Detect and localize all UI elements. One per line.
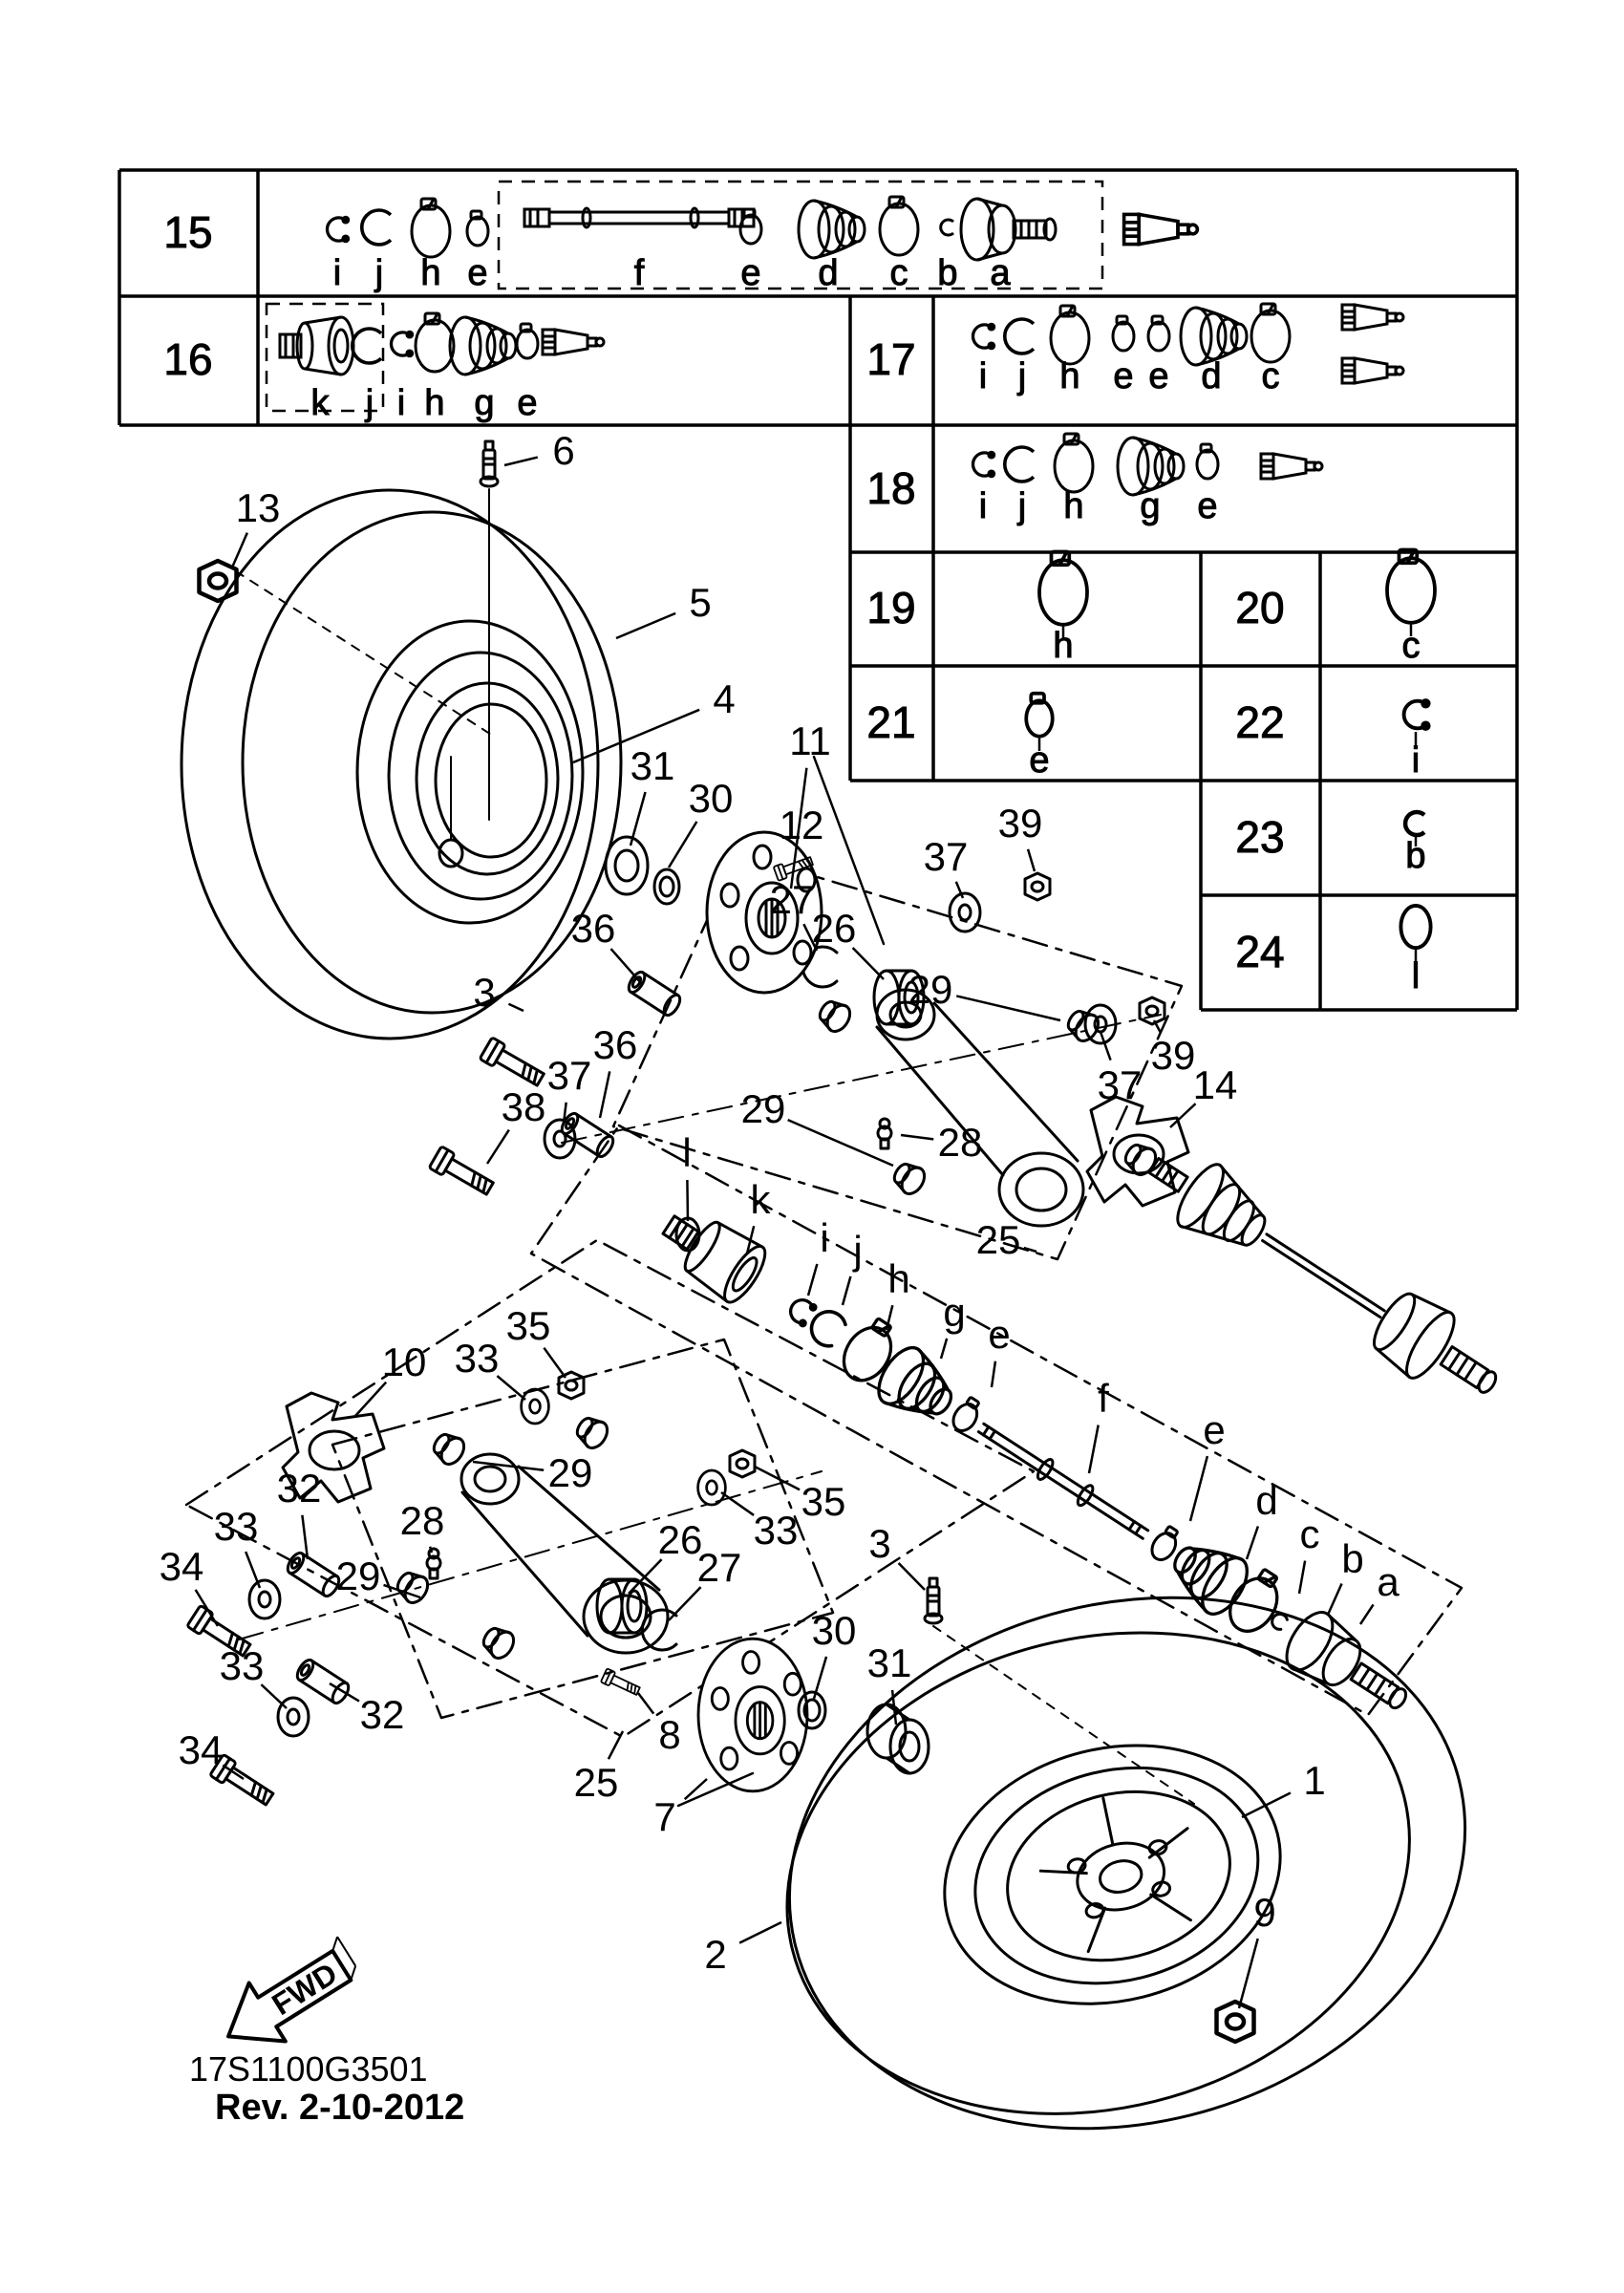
- leader-line: [843, 1276, 850, 1305]
- leader-line: [669, 1587, 701, 1620]
- leader-line: [246, 1552, 260, 1588]
- leader-line: [504, 458, 538, 465]
- leader-line: [814, 1657, 826, 1699]
- leader-line: [508, 1004, 524, 1011]
- lower-bearing-carrier-assembly: [186, 1240, 1034, 1810]
- valve-stem-icon: [481, 441, 498, 486]
- leader-line: [1360, 1604, 1374, 1624]
- leader-line: [1028, 849, 1035, 871]
- callout-39: 39: [997, 801, 1043, 846]
- leader-line: [600, 1071, 609, 1118]
- fwd-label: FWD: [266, 1956, 344, 2023]
- rear-wheel-nut-icon: [1217, 2002, 1254, 2042]
- front-wheel: [182, 441, 621, 1039]
- callout-1: 1: [1303, 1758, 1326, 1803]
- callout-28: 28: [937, 1120, 983, 1165]
- callout-29: 29: [908, 967, 953, 1012]
- rows19-24-part-glyphs: [1026, 550, 1435, 964]
- row19-letter: h: [1053, 626, 1074, 666]
- row15-letter: a: [990, 253, 1011, 293]
- row17-letter: c: [1261, 356, 1280, 396]
- row15-letter: e: [467, 253, 488, 293]
- part-code-label: 17S1100G3501: [189, 2049, 428, 2089]
- callout-33: 33: [454, 1336, 500, 1381]
- callout-31: 31: [630, 743, 675, 788]
- callout-39: 39: [1150, 1033, 1196, 1078]
- row16-part-glyphs: [280, 313, 604, 375]
- row21-letter: e: [1029, 740, 1050, 781]
- leader-line: [739, 1922, 781, 1943]
- row15-letter: i: [332, 253, 342, 293]
- leader-line: [1190, 1456, 1207, 1521]
- callout-5: 5: [689, 580, 712, 625]
- leader-line: [1100, 1032, 1111, 1061]
- callout-25: 25: [573, 1760, 619, 1805]
- row18-letter: e: [1197, 486, 1218, 526]
- callout-e: e: [988, 1312, 1011, 1357]
- callout-e: e: [1203, 1407, 1226, 1452]
- callout-36: 36: [570, 906, 616, 951]
- callout-11: 11: [789, 718, 831, 763]
- row24-letter: l: [1411, 956, 1421, 996]
- callout-33: 33: [213, 1504, 259, 1549]
- leader-line: [630, 792, 646, 846]
- row18-letter: i: [978, 486, 988, 526]
- leader-line: [808, 1264, 817, 1296]
- leader-line: [687, 1180, 688, 1221]
- leader-line: [1170, 1104, 1196, 1127]
- leader-line: [992, 1361, 995, 1387]
- row15-letter: f: [633, 253, 645, 293]
- row20-letter: c: [1401, 626, 1421, 666]
- callout-29: 29: [740, 1086, 786, 1131]
- callout-6: 6: [552, 428, 575, 473]
- callout-d: d: [1255, 1478, 1278, 1523]
- leader-line: [638, 1693, 653, 1714]
- leader-line: [669, 822, 696, 868]
- row-15-number: 15: [163, 207, 213, 257]
- callout-2: 2: [704, 1932, 727, 1977]
- row18-letter: j: [1017, 486, 1027, 526]
- callout-12: 12: [779, 803, 824, 847]
- callout-35: 35: [801, 1479, 846, 1524]
- row17-letter: h: [1059, 356, 1080, 396]
- row-20-number: 20: [1235, 583, 1285, 632]
- row-21-number: 21: [866, 697, 916, 747]
- leader-line: [1328, 1584, 1342, 1615]
- callout-29: 29: [547, 1450, 593, 1495]
- callout-36: 36: [592, 1022, 638, 1067]
- callout-10: 10: [381, 1339, 427, 1384]
- callout-k: k: [750, 1177, 771, 1222]
- leader-line: [685, 1779, 707, 1799]
- rear-valve-stem-icon: [925, 1578, 942, 1623]
- callout-29: 29: [335, 1554, 381, 1598]
- row15-letter: j: [374, 253, 384, 293]
- leader-line: [941, 1339, 947, 1359]
- callout-14: 14: [1192, 1062, 1238, 1107]
- callout-34: 34: [178, 1727, 224, 1772]
- leader-line: [544, 1348, 566, 1378]
- footer: [189, 1930, 464, 2128]
- fwd-arrow-icon: [210, 1930, 370, 2066]
- row15-kit-box: [499, 182, 1102, 289]
- row16-letter: j: [365, 383, 374, 423]
- callout-i: i: [820, 1215, 829, 1260]
- callout-31: 31: [866, 1640, 912, 1685]
- leader-line: [609, 1731, 623, 1759]
- callout-3: 3: [473, 970, 496, 1015]
- callout-32: 32: [276, 1466, 322, 1511]
- row15-letter: b: [937, 253, 958, 293]
- revision-label: Rev. 2-10-2012: [215, 2088, 465, 2128]
- callout-9: 9: [1253, 1890, 1276, 1935]
- callout-37: 37: [546, 1053, 592, 1098]
- leader-line: [901, 1135, 933, 1139]
- row-16-number: 16: [163, 334, 213, 384]
- upper-wheel-hub: [606, 757, 884, 993]
- callout-h: h: [887, 1256, 910, 1301]
- leader-line: [853, 948, 884, 979]
- callout-4: 4: [713, 676, 736, 721]
- leader-line: [788, 1120, 893, 1166]
- callout-27: 27: [696, 1545, 742, 1590]
- row17-letter: e: [1148, 356, 1169, 396]
- row15-letter: h: [420, 253, 441, 293]
- callout-8: 8: [658, 1712, 681, 1757]
- callout-26: 26: [811, 906, 857, 951]
- row18-letter: h: [1063, 486, 1084, 526]
- leader-line: [1089, 1425, 1099, 1473]
- row17-letter: e: [1113, 356, 1134, 396]
- row-17-number: 17: [866, 334, 916, 384]
- leader-line: [1299, 1561, 1305, 1594]
- row15-part-glyphs: [327, 197, 1197, 260]
- callout-37: 37: [923, 834, 969, 879]
- callout-33: 33: [219, 1643, 265, 1688]
- row15-letter: c: [889, 253, 908, 293]
- callout-38: 38: [501, 1084, 546, 1129]
- callout-25: 25: [975, 1217, 1021, 1262]
- row-19-number: 19: [866, 583, 916, 632]
- callout-34: 34: [159, 1544, 204, 1589]
- leader-line: [610, 949, 642, 984]
- row16-letter: i: [396, 383, 406, 423]
- row17-part-glyphs: [972, 304, 1403, 383]
- callout-7: 7: [653, 1794, 676, 1839]
- row16-letter: h: [424, 383, 445, 423]
- callout-13: 13: [235, 485, 281, 530]
- leader-line: [1247, 1526, 1258, 1559]
- callout-37: 37: [1097, 1062, 1143, 1107]
- row17-letter: d: [1201, 356, 1222, 396]
- row15-letter: e: [740, 253, 761, 293]
- row-24-number: 24: [1235, 927, 1285, 976]
- callout-c: c: [1299, 1511, 1320, 1556]
- callout-28: 28: [399, 1498, 445, 1543]
- row16-letter: k: [310, 383, 330, 423]
- leader-line: [232, 533, 247, 568]
- callout-35: 35: [505, 1303, 551, 1348]
- callout-b: b: [1341, 1536, 1364, 1581]
- leader-line: [616, 613, 675, 638]
- callout-27: 27: [769, 877, 815, 922]
- row-18-number: 18: [866, 463, 916, 513]
- leader-line: [1242, 1793, 1291, 1817]
- row15-letter: d: [818, 253, 839, 293]
- leader-line: [956, 996, 1060, 1020]
- leader-line: [487, 1130, 509, 1164]
- callout-30: 30: [811, 1608, 857, 1653]
- row23-letter: b: [1405, 836, 1426, 876]
- callout-f: f: [1098, 1376, 1109, 1421]
- row16-letter: g: [474, 383, 495, 423]
- rear-axle-shaft-assembly: [1133, 1133, 1513, 1417]
- leader-line: [899, 1563, 925, 1590]
- leader-line: [261, 1684, 287, 1708]
- callout-30: 30: [688, 776, 734, 821]
- row-22-number: 22: [1235, 697, 1285, 747]
- callout-j: j: [853, 1228, 863, 1273]
- wheel-nut-icon: [200, 561, 237, 601]
- row16-letter: e: [517, 383, 538, 423]
- row17-letter: i: [978, 356, 988, 396]
- callout-32: 32: [359, 1692, 405, 1737]
- callout-3: 3: [868, 1521, 891, 1566]
- callout-g: g: [943, 1290, 966, 1335]
- shaft-kit-outline: [531, 1125, 1462, 1715]
- callout-26: 26: [657, 1517, 703, 1562]
- cv-joint-guard-14: [1087, 1097, 1188, 1206]
- row22-letter: i: [1411, 740, 1421, 781]
- callout-a: a: [1377, 1559, 1400, 1604]
- callout-33: 33: [753, 1508, 799, 1553]
- row17-letter: j: [1017, 356, 1027, 396]
- callout-l: l: [682, 1130, 692, 1175]
- leader-line: [1239, 1939, 1258, 2008]
- row18-letter: g: [1140, 486, 1161, 526]
- row-23-number: 23: [1235, 812, 1285, 862]
